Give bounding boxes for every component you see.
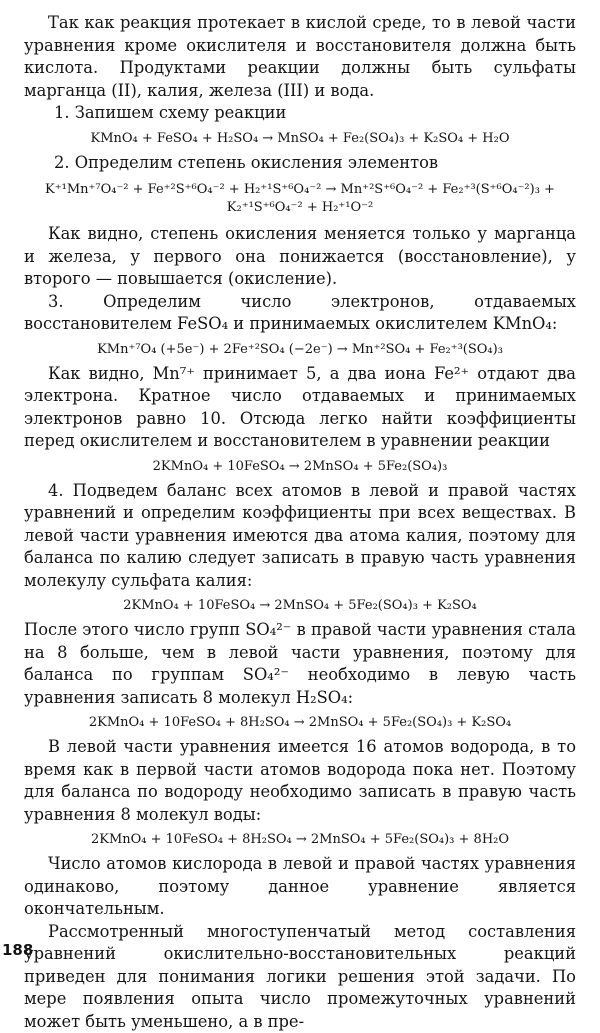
paragraph-sulfate-balance: После этого число групп SO₄²⁻ в правой части уравнения стала на 8 больше, чем в левой части уравнения, поэтому для баланса по группам SO₄²⁻ необходимо в левую часть уравнения записать 8 молекул H₂SO₄:: [24, 619, 576, 709]
step-3-heading: 3. Определим число электронов, отдаваемых восстановителем FeSO₄ и принимаемых окислителем KMnO₄:: [24, 291, 576, 336]
paragraph-method-summary: Рассмотренный многоступенчатый метод составления уравнений окислительно-восстановительных реакций приведен для понимания логики решения этой задачи. По мере появления опыта число промежуточных уравнений может быть уменьшено, а в пре-: [24, 921, 576, 1033]
coefficients-equation: 2KMnO₄ + 10FeSO₄ → 2MnSO₄ + 5Fe₂(SO₄)₃: [24, 459, 576, 475]
potassium-balance-equation: 2KMnO₄ + 10FeSO₄ → 2MnSO₄ + 5Fe₂(SO₄)₃ + K₂SO₄: [24, 598, 576, 614]
paragraph-oxygen-check: Число атомов кислорода в левой и правой частях уравнения одинаково, поэтому данное уравнение является окончательным.: [24, 853, 576, 921]
paragraph-oxidation-change: Как видно, степень окисления меняется только у марганца и железа, у первого она понижается (восстановление), у второго — повышается (окисление).: [24, 223, 576, 291]
paragraph-hydrogen-balance: В левой части уравнения имеется 16 атомов водорода, в то время как в первой части атомов водорода пока нет. Поэтому для баланса по водороду необходимо записать в правую часть уравнения 8 молекул воды:: [24, 736, 576, 826]
step-1-heading: 1. Запишем схему реакции: [24, 102, 576, 125]
page-number: 188: [2, 939, 33, 962]
step-4-heading: 4. Подведем баланс всех атомов в левой и правой частях уравнений и определим коэффициенты при всех веществах. В левой части уравнения имеются два атома калия, поэтому для баланса по калию следует записать в правую часть уравнения молекулу сульфата калия:: [24, 480, 576, 593]
reaction-scheme-equation: KMnO₄ + FeSO₄ + H₂SO₄ → MnSO₄ + Fe₂(SO₄)₃ + K₂SO₄ + H₂O: [24, 131, 576, 147]
final-equation: 2KMnO₄ + 10FeSO₄ + 8H₂SO₄ → 2MnSO₄ + 5Fe₂(SO₄)₃ + 8H₂O: [24, 832, 576, 848]
step-2-heading: 2. Определим степень окисления элементов: [24, 152, 576, 175]
paragraph-intro: Так как реакция протекает в кислой среде, то в левой части уравнения кроме окислителя и восстановителя должна быть кислота. Продуктами реакции должны быть сульфаты марганца (II), калия, железа (III) и вода.: [24, 12, 576, 102]
electron-transfer-equation: KMn⁺⁷O₄ (+5e⁻) + 2Fe⁺²SO₄ (−2e⁻) → Mn⁺²SO₄ + Fe₂⁺³(SO₄)₃: [24, 342, 576, 357]
paragraph-electron-count: Как видно, Mn⁷⁺ принимает 5, а два иона Fe²⁺ отдают два электрона. Кратное число отдаваемых и принимаемых электронов равно 10. Отсюда легко найти коэффициенты перед окислителем и восстановителем в уравнении реакции: [24, 363, 576, 453]
sulfate-balance-equation: 2KMnO₄ + 10FeSO₄ + 8H₂SO₄ → 2MnSO₄ + 5Fe₂(SO₄)₃ + K₂SO₄: [24, 715, 576, 731]
oxidation-states-equation: K⁺¹Mn⁺⁷O₄⁻² + Fe⁺²S⁺⁶O₄⁻² + H₂⁺¹S⁺⁶O₄⁻² → Mn⁺²S⁺⁶O₄⁻² + Fe₂⁺³(S⁺⁶O₄⁻²)₃ + K₂⁺¹S⁺⁶O₄⁻² + H₂⁺¹O⁻²: [24, 181, 576, 217]
